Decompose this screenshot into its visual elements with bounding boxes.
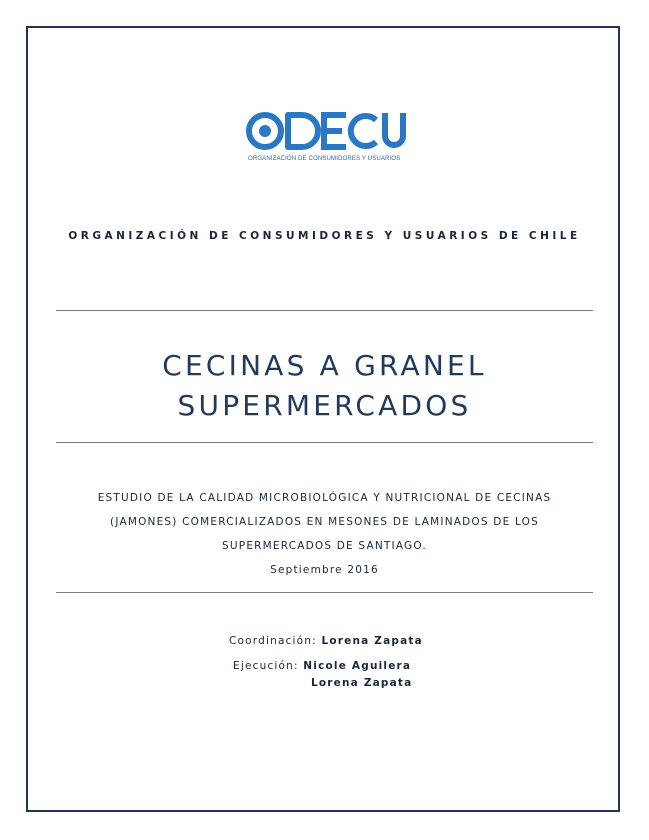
divider-middle <box>56 442 593 443</box>
odecu-wordmark-logo <box>246 110 408 152</box>
execution-label: Ejecución: <box>233 660 299 672</box>
description-line-2: (JAMONES) COMERCIALIZADOS EN MESONES DE LAMINADOS DE LOS <box>110 516 539 528</box>
divider-bottom <box>56 592 593 593</box>
study-description <box>0 486 649 582</box>
execution-name-1: Nicole Aguilera <box>303 660 412 672</box>
logo-tagline: ORGANIZACIÓN DE CONSUMIDORES Y USUARIOS <box>248 155 401 162</box>
execution-credit <box>233 660 411 672</box>
document-title <box>0 346 649 426</box>
coordination-name: Lorena Zapata <box>321 635 423 647</box>
title-line-1: CECINAS A GRANEL <box>162 349 487 382</box>
description-line-3: SUPERMERCADOS DE SANTIAGO. <box>222 540 427 552</box>
coordination-credit <box>229 635 423 647</box>
title-line-2: SUPERMERCADOS <box>177 389 472 422</box>
divider-top <box>56 310 593 311</box>
description-line-1: ESTUDIO DE LA CALIDAD MICROBIOLÓGICA Y NUTRICIONAL DE CECINAS <box>97 492 552 504</box>
execution-credit-2 <box>311 677 412 689</box>
publication-date: Septiembre 2016 <box>270 564 379 576</box>
organization-name: ORGANIZACIÓN DE CONSUMIDORES Y USUARIOS DE CHILE <box>68 230 581 242</box>
odecu-logo <box>246 110 408 168</box>
coordination-label: Coordinación: <box>229 635 317 647</box>
execution-name-2: Lorena Zapata <box>311 677 413 689</box>
